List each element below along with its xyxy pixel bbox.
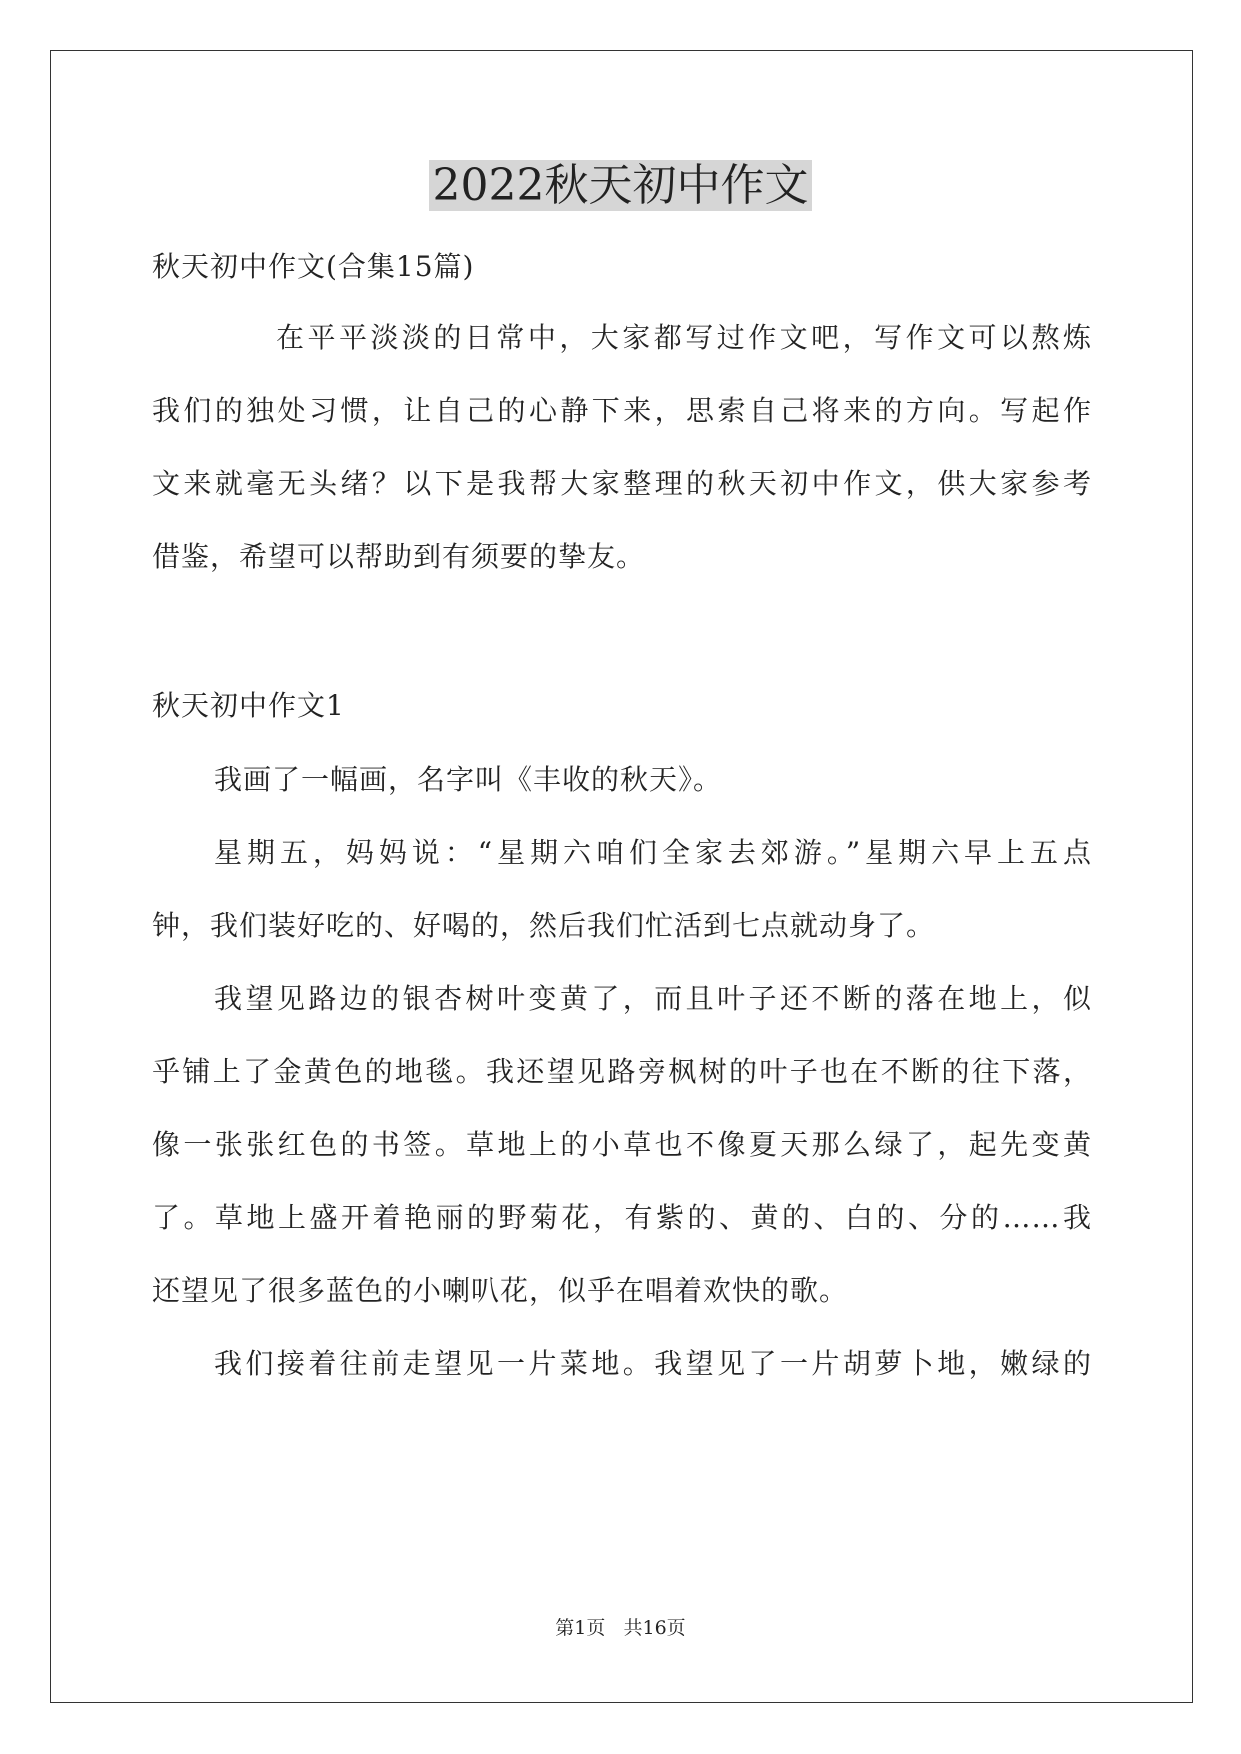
intro-line: 我们的独处习惯，让自己的心静下来，思索自己将来的方向。写起作 [152,394,1092,427]
intro-line: 文来就毫无头绪？以下是我帮大家整理的秋天初中作文，供大家参考 [152,467,1092,500]
page-footer [0,1616,1241,1640]
intro-line: 在平平淡淡的日常中，大家都写过作文吧，写作文可以熬炼 [276,321,1092,354]
document-subtitle: 秋天初中作文(合集15篇) [152,250,475,283]
intro-line: 借鉴，希望可以帮助到有须要的挚友。 [152,540,646,573]
document-title [0,158,1241,214]
body-line: 乎铺上了金黄色的地毯。我还望见路旁枫树的叶子也在不断的往下落， [152,1055,1092,1088]
body-line: 钟，我们装好吃的、好喝的，然后我们忙活到七点就动身了。 [152,909,936,942]
body-line: 像一张张红色的书签。草地上的小草也不像夏天那么绿了，起先变黄 [152,1128,1092,1161]
page-number: 第1页 共16页 [555,1617,686,1639]
body-line: 我们接着往前走望见一片菜地。我望见了一片胡萝卜地，嫩绿的 [214,1347,1092,1380]
body-line: 星期五，妈妈说：“星期六咱们全家去郊游。”星期六早上五点 [214,836,1092,869]
body-line: 我画了一幅画，名字叫《丰收的秋天》。 [214,763,723,796]
document-title-text: 2022秋天初中作文 [429,160,813,211]
body-line: 了。草地上盛开着艳丽的野菊花，有紫的、黄的、白的、分的……我 [152,1201,1092,1234]
section-heading: 秋天初中作文1 [152,689,345,722]
page-border [50,50,1193,1703]
body-line: 我望见路边的银杏树叶变黄了，而且叶子还不断的落在地上，似 [214,982,1092,1015]
body-line: 还望见了很多蓝色的小喇叭花，似乎在唱着欢快的歌。 [152,1274,849,1307]
